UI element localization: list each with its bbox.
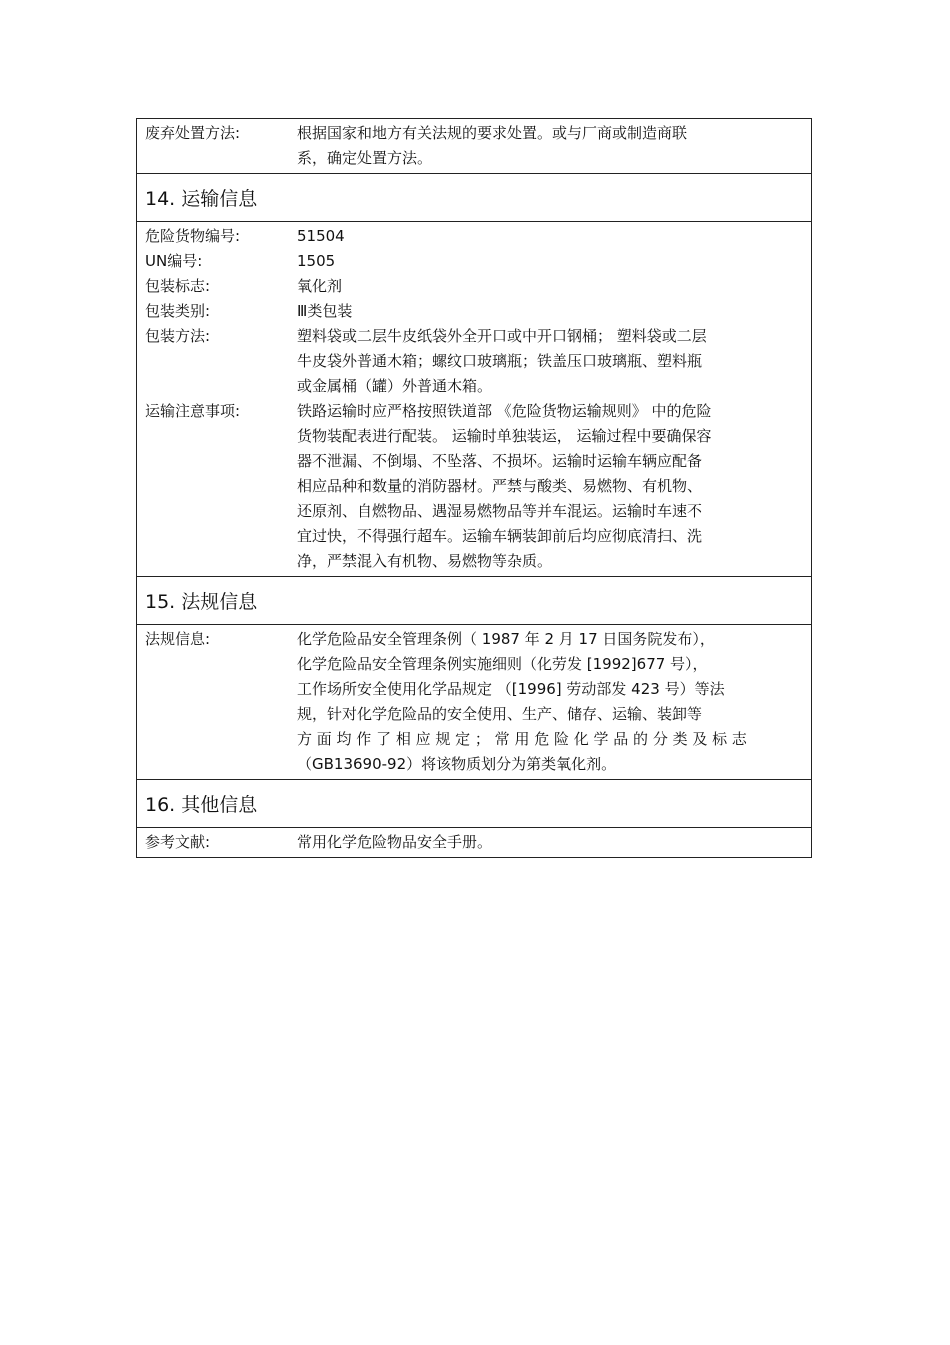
field-value: Ⅲ类包装: [297, 302, 353, 320]
disposal-row: [137, 119, 811, 174]
section-16-title: 16. 其他信息: [145, 794, 258, 816]
references-field: [145, 830, 805, 855]
field-value: 51504: [297, 227, 345, 245]
field-label: 包装类别:: [145, 302, 211, 320]
packaging-method-field: [145, 324, 805, 399]
field-label: 参考文献:: [145, 833, 211, 851]
msds-table: [136, 118, 812, 858]
field-value: 1505: [297, 252, 336, 270]
section-14-title: 14. 运输信息: [145, 188, 258, 210]
field-label: 包装标志:: [145, 277, 211, 295]
section-14-fields: [137, 222, 811, 577]
packaging-category-field: [145, 299, 805, 324]
field-value: 常用化学危险物品安全手册。: [297, 833, 493, 851]
disposal-field: [145, 121, 805, 171]
regulatory-info-field: [145, 627, 805, 777]
un-number-field: [145, 249, 805, 274]
section-16-fields: [137, 828, 811, 857]
field-value: 铁路运输时应严格按照铁道部 《危险货物运输规则》 中的危险 货物装配表进行配装。 运输时单独装运， 运输过程中要确保容 器不泄漏、不倒塌、不坠落、不损坏。运输时运输车辆应配备 相应品种和数量的消防器材。严禁与酸类、易燃物、有机物、 还原剂、自燃物品、遇湿易燃物品等并车混运。运输时车速不 宜过快，不得强行超车。运输车辆装卸前后均应彻底清扫、洗 净，严禁混入有机物、易燃物等杂质。: [297, 402, 712, 570]
transport-notes-field: [145, 399, 805, 574]
section-15-fields: [137, 625, 811, 780]
section-15-header: [137, 577, 811, 625]
disposal-value: 根据国家和地方有关法规的要求处置。或与厂商或制造商联 系，确定处置方法。: [297, 124, 688, 167]
field-label: UN编号:: [145, 252, 203, 270]
field-label: 法规信息:: [145, 630, 211, 648]
section-16-header: [137, 780, 811, 828]
field-value: 化学危险品安全管理条例（ 1987 年 2 月 17 日国务院发布）， 化学危险品安全管理条例实施细则（化劳发 [1992]677 号）， 工作场所安全使用化学品规定 （[1996] 劳动部发 423 号）等法 规，针对化学危险品的安全使用、生产、储存、运输、装卸等 方 面 均 作 了 相 应 规 定 ； 常 用 危 险 化 学 品 的 分 类 及 标 志 （GB13690-92）将该物质划分为第类氧化剂。: [297, 630, 747, 773]
section-14-header: [137, 174, 811, 222]
disposal-label: 废弃处置方法:: [145, 124, 241, 142]
field-value: 塑料袋或二层牛皮纸袋外全开口或中开口钢桶； 塑料袋或二层 牛皮袋外普通木箱；螺纹口玻璃瓶；铁盖压口玻璃瓶、塑料瓶 或金属桶（罐）外普通木箱。: [297, 327, 707, 395]
field-value: 氧化剂: [297, 277, 343, 295]
packaging-mark-field: [145, 274, 805, 299]
field-label: 运输注意事项:: [145, 402, 241, 420]
dangerous-goods-number-field: [145, 224, 805, 249]
field-label: 包装方法:: [145, 327, 211, 345]
field-label: 危险货物编号:: [145, 227, 241, 245]
section-15-title: 15. 法规信息: [145, 591, 258, 613]
